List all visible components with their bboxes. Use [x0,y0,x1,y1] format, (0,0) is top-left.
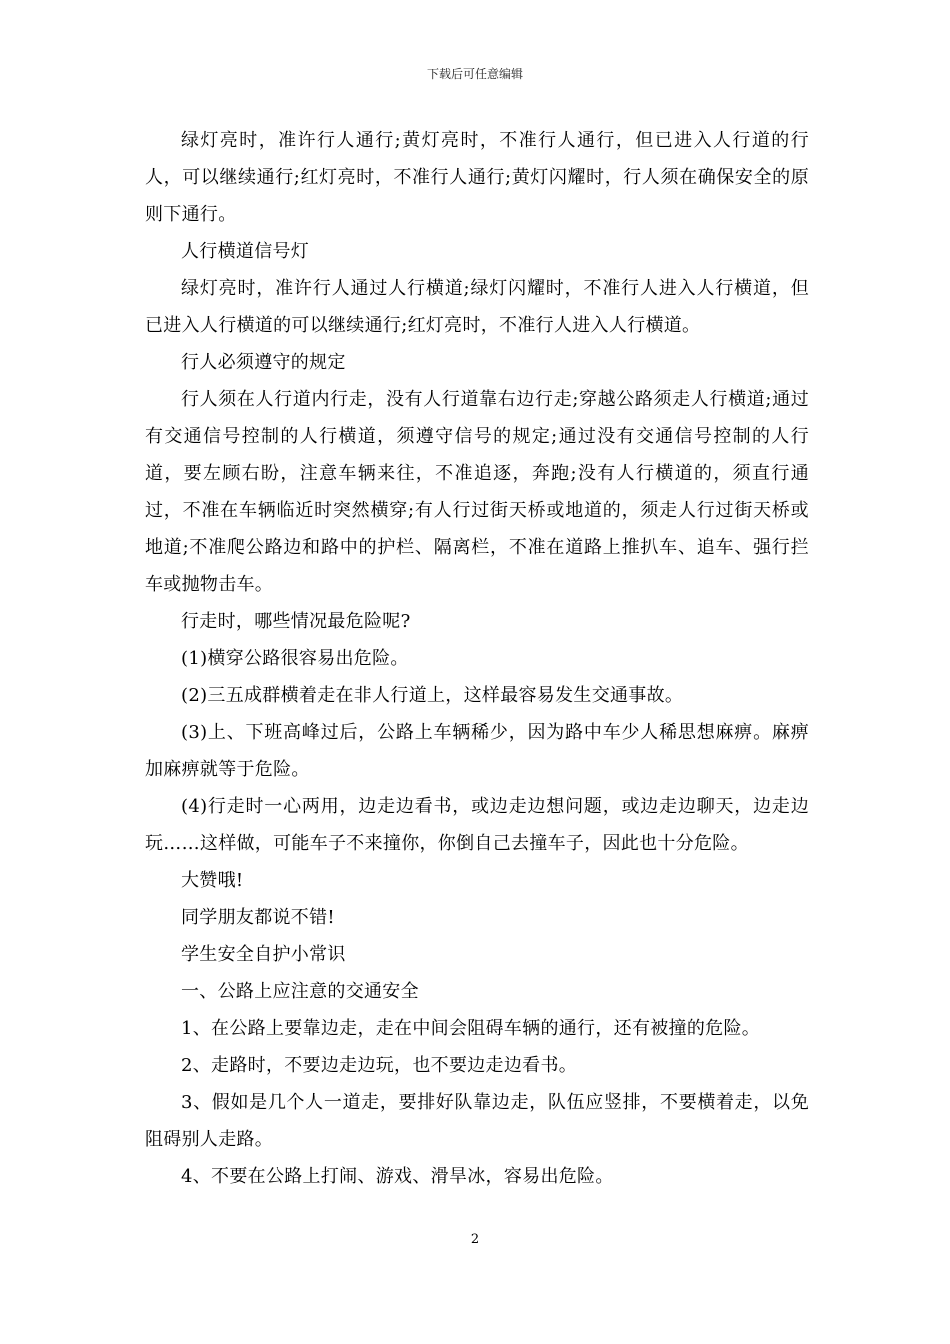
list-item-danger-4: (4)行走时一心两用，边走边看书，或边走边想问题，或边走边聊天，边走边玩……这样做，可能车子不来撞你，你倒自己去撞车子，因此也十分危险。 [145,796,809,854]
page-number: 2 [470,1232,480,1247]
list-item-road-2: 2、走路时，不要边走边玩，也不要边走边看书。 [181,1055,578,1076]
paragraph-pedestrian-rules: 行人须在人行道内行走，没有人行道靠右边行走;穿越公路须走人行横道;通过有交通信号控制的人行横道，须遵守信号的规定;通过没有交通信号控制的人行道，要左顾右盼，注意车辆来往，不准追逐，奔跑;没有人行横道的，须直行通过，不准在车辆临近时突然横穿;有人行过街天桥或地道的，须走人行过街天桥或地道;不准爬公路边和路中的护栏、隔离栏，不准在道路上推扒车、追车、强行拦车或抛物击车。 [145,389,809,595]
document-body [145,122,809,1195]
page-header: 下载后可任意编辑 [426,67,523,81]
list-item-road-4: 4、不要在公路上打闹、游戏、滑旱冰，容易出危险。 [181,1166,614,1187]
paragraph-recommendation: 同学朋友都说不错! [181,907,335,928]
heading-pedestrian-rules: 行人必须遵守的规定 [181,352,346,373]
heading-student-safety: 学生安全自护小常识 [181,944,346,965]
heading-road-safety: 一、公路上应注意的交通安全 [181,981,419,1002]
list-item-road-1: 1、在公路上要靠边走，走在中间会阻碍车辆的通行，还有被撞的危险。 [181,1018,761,1039]
heading-dangerous-situations: 行走时，哪些情况最危险呢? [181,611,411,632]
paragraph-green-light-rules: 绿灯亮时，准许行人通行;黄灯亮时，不准行人通行，但已进入人行道的行人，可以继续通行;红灯亮时，不准行人通行;黄灯闪耀时，行人须在确保安全的原则下通行。 [145,130,809,225]
heading-crosswalk-signal: 人行横道信号灯 [181,241,310,262]
paragraph-crosswalk-signal-rules: 绿灯亮时，准许行人通过人行横道;绿灯闪耀时，不准行人进入人行横道，但已进入人行横道的可以继续通行;红灯亮时，不准行人进入人行横道。 [145,278,809,336]
list-item-danger-1: (1)横穿公路很容易出危险。 [181,648,409,669]
paragraph-praise: 大赞哦! [181,870,244,891]
list-item-road-3: 3、假如是几个人一道走，要排好队靠边走，队伍应竖排，不要横着走，以免阻碍别人走路。 [145,1092,809,1150]
list-item-danger-2: (2)三五成群横着走在非人行道上，这样最容易发生交通事故。 [181,685,684,706]
list-item-danger-3: (3)上、下班高峰过后，公路上车辆稀少，因为路中车少人稀思想麻痹。麻痹加麻痹就等于危险。 [145,722,809,780]
